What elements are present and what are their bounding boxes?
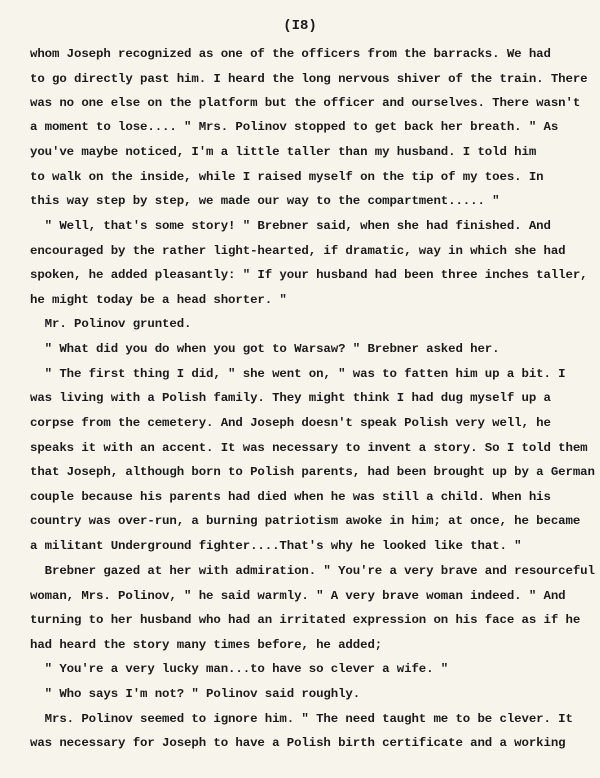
text-line: had heard the story many times before, he added; [30,638,383,652]
text-line: " The first thing I did, " she went on, " was to fatten him up a bit. I [30,367,566,381]
text-line: you've maybe noticed, I'm a little taller than my husband. I told him [30,145,537,159]
text-line: corpse from the cemetery. And Joseph doesn't speak Polish very well, he [30,416,551,430]
text-line: " What did you do when you got to Warsaw? " Brebner asked her. [30,342,500,356]
text-line: whom Joseph recognized as one of the officers from the barracks. We had [30,47,551,61]
text-line: he might today be a head shorter. " [30,293,287,307]
text-line: Brebner gazed at her with admiration. " You're a very brave and resourceful [30,564,595,578]
text-line: couple because his parents had died when he was still a child. When his [30,490,551,504]
text-line: encouraged by the rather light-hearted, if dramatic, way in which she had [30,244,566,258]
text-line: to go directly past him. I heard the long nervous shiver of the train. There [30,72,588,86]
text-line: was living with a Polish family. They might think I had dug myself up a [30,391,551,405]
text-line: " You're a very lucky man...to have so clever a wife. " [30,662,449,676]
text-line: a moment to lose.... " Mrs. Polinov stopped to get back her breath. " As [30,120,559,134]
text-line: was no one else on the platform but the officer and ourselves. There wasn't [30,96,581,110]
text-line: woman, Mrs. Polinov, " he said warmly. " A very brave woman indeed. " And [30,589,566,603]
text-line: to walk on the inside, while I raised myself on the tip of my toes. In [30,170,544,184]
text-line: " Well, that's some story! " Brebner said, when she had finished. And [30,219,551,233]
text-line: spoken, he added pleasantly: " If your husband had been three inches taller, [30,268,588,282]
text-line: " Who says I'm not? " Polinov said roughly. [30,687,361,701]
text-line: speaks it with an accent. It was necessary to invent a story. So I told them [30,441,588,455]
text-line: turning to her husband who had an irritated expression on his face as if he [30,613,581,627]
text-line: a militant Underground fighter....That's why he looked like that. " [30,539,522,553]
text-line: was necessary for Joseph to have a Polish birth certificate and a working [30,736,566,750]
page-number: (I8) [283,18,317,34]
text-line: this way step by step, we made our way to the compartment..... " [30,194,500,208]
text-line: Mr. Polinov grunted. [30,317,192,331]
text-line: Mrs. Polinov seemed to ignore him. " The need taught me to be clever. It [30,712,573,726]
text-line: country was over-run, a burning patriotism awoke in him; at once, he became [30,514,581,528]
text-line: that Joseph, although born to Polish parents, had been brought up by a German [30,465,595,479]
